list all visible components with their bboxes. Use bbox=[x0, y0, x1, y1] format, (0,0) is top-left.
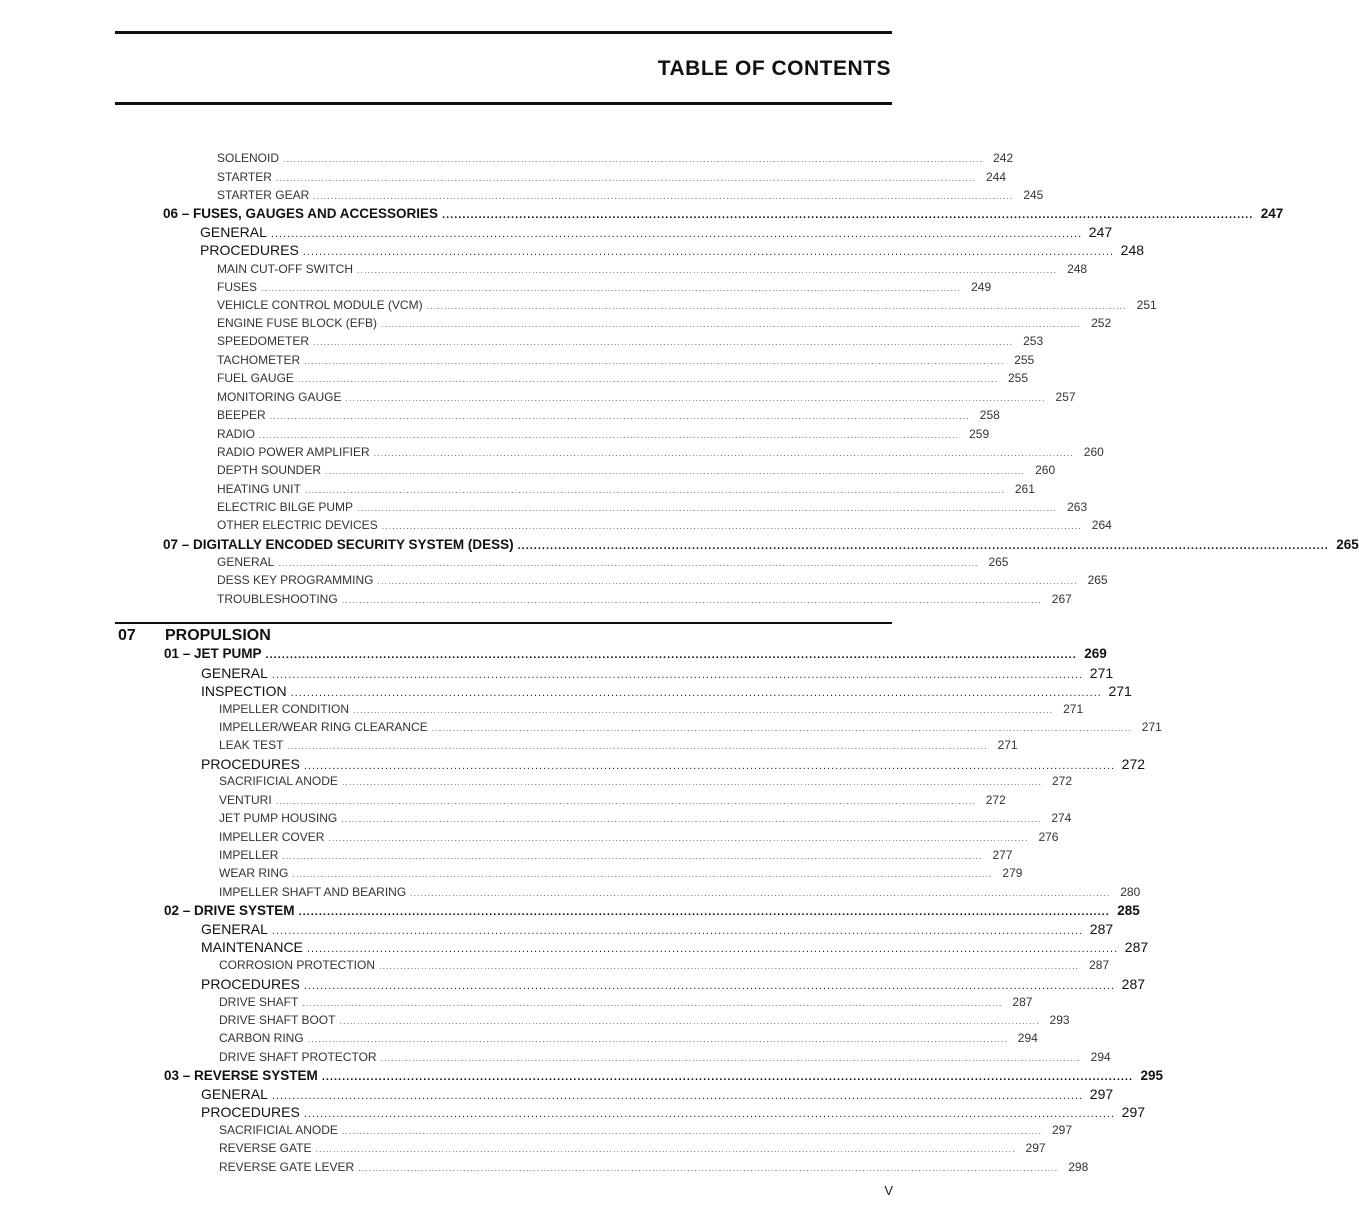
page-number: V bbox=[884, 1183, 893, 1198]
leader-dots: ........................................................................................................................................................................................................ bbox=[357, 503, 1058, 513]
toc-label: DEPTH SOUNDER bbox=[217, 463, 322, 477]
toc-label: PROCEDURES bbox=[201, 1104, 300, 1120]
toc-entry[interactable] bbox=[219, 793, 1006, 807]
toc-page-number: 287 bbox=[1012, 995, 1033, 1009]
toc-page-number: 287 bbox=[1124, 939, 1149, 955]
toc-page-number: 272 bbox=[985, 793, 1006, 807]
toc-subsection[interactable] bbox=[200, 224, 1113, 240]
toc-subsection[interactable] bbox=[201, 976, 1146, 992]
toc-label: PROPULSION bbox=[165, 627, 271, 644]
toc-page-number: 263 bbox=[1067, 500, 1088, 514]
toc-subsection[interactable] bbox=[201, 921, 1114, 937]
toc-label: DRIVE SHAFT PROTECTOR bbox=[219, 1050, 377, 1064]
leader-dots: ........................................................................................................................................................................................................ bbox=[303, 1108, 1116, 1120]
leader-dots: ........................................................................................................................................................................................................ bbox=[353, 705, 1054, 715]
toc-label: GENERAL bbox=[201, 665, 268, 681]
toc-label: ENGINE FUSE BLOCK (EFB) bbox=[217, 316, 378, 330]
toc-label: SPEEDOMETER bbox=[217, 334, 310, 348]
toc-page-number: 253 bbox=[1023, 334, 1044, 348]
leader-dots: ........................................................................................................................................................................................................ bbox=[259, 430, 960, 440]
toc-label: VEHICLE CONTROL MODULE (VCM) bbox=[217, 298, 423, 312]
toc-entry[interactable] bbox=[217, 151, 1014, 165]
toc-label: GENERAL bbox=[201, 921, 268, 937]
leader-dots: ........................................................................................................................................................................................................ bbox=[431, 723, 1132, 733]
toc-page-number: 297 bbox=[1052, 1123, 1073, 1137]
toc-page-number: 294 bbox=[1090, 1050, 1111, 1064]
leader-dots: ........................................................................................................................................................................................................ bbox=[275, 173, 977, 183]
toc-entry[interactable] bbox=[217, 390, 1076, 404]
toc-page-number: 247 bbox=[1260, 206, 1284, 221]
toc-page-number: 279 bbox=[1002, 866, 1023, 880]
toc-label: FUSES bbox=[217, 280, 258, 294]
toc-label: IMPELLER SHAFT AND BEARING bbox=[219, 885, 407, 899]
toc-section[interactable] bbox=[163, 537, 1359, 552]
leader-dots: ........................................................................................................................................................................................................ bbox=[313, 191, 1014, 201]
toc-label: 06 – FUSES, GAUGES AND ACCESSORIES bbox=[163, 206, 439, 221]
toc-entry[interactable] bbox=[219, 811, 1072, 825]
leader-dots: ........................................................................................................................................................................................................ bbox=[304, 485, 1005, 495]
toc-page-number: 259 bbox=[969, 427, 990, 441]
toc-entry[interactable] bbox=[217, 170, 1007, 184]
leader-dots: ........................................................................................................................................................................................................ bbox=[270, 228, 1083, 240]
leader-dots: ........................................................................................................................................................................................................ bbox=[275, 796, 976, 806]
toc-page-number: 271 bbox=[997, 738, 1018, 752]
leader-dots: ........................................................................................................................................................................................................ bbox=[313, 337, 1014, 347]
toc-page-number: 255 bbox=[1014, 353, 1035, 367]
leader-dots: ........................................................................................................................................................................................................ bbox=[298, 906, 1110, 918]
toc-page-number: 293 bbox=[1049, 1013, 1070, 1027]
leader-dots: ........................................................................................................................................................................................................ bbox=[341, 1126, 1043, 1136]
toc-label: VENTURI bbox=[219, 793, 272, 807]
leader-dots: ........................................................................................................................................................................................................ bbox=[517, 540, 1329, 552]
toc-page-number: 271 bbox=[1141, 720, 1162, 734]
toc-label: DRIVE SHAFT BOOT bbox=[219, 1013, 336, 1027]
leader-dots: ........................................................................................................................................................................................................ bbox=[303, 760, 1116, 772]
toc-label: MONITORING GAUGE bbox=[217, 390, 342, 404]
leader-dots: ........................................................................................................................................................................................................ bbox=[306, 943, 1119, 955]
toc-entry[interactable] bbox=[219, 1123, 1073, 1137]
toc-page-number: 287 bbox=[1089, 921, 1114, 937]
toc-entry[interactable] bbox=[217, 188, 1044, 202]
toc-entry[interactable] bbox=[219, 1050, 1111, 1064]
toc-page-number: 258 bbox=[979, 408, 1000, 422]
leader-dots: ........................................................................................................................................................................................................ bbox=[269, 411, 970, 421]
toc-page-number: 247 bbox=[1088, 224, 1113, 240]
leader-dots: ........................................................................................................................................................................................................ bbox=[321, 1071, 1134, 1083]
toc-entry[interactable] bbox=[219, 738, 1018, 752]
toc-label: IMPELLER CONDITION bbox=[219, 702, 350, 716]
toc-label: JET PUMP HOUSING bbox=[219, 811, 338, 825]
leader-dots: ........................................................................................................................................................................................................ bbox=[271, 669, 1084, 681]
toc-page-number: 287 bbox=[1121, 976, 1146, 992]
toc-page-number: 255 bbox=[1007, 371, 1029, 385]
leader-dots: ........................................................................................................................................................................................................ bbox=[339, 1016, 1040, 1026]
leader-dots: ........................................................................................................................................................................................................ bbox=[381, 319, 1082, 329]
toc-entry[interactable] bbox=[219, 1031, 1038, 1045]
toc-label: 02 – DRIVE SYSTEM bbox=[164, 903, 295, 918]
toc-label: HEATING UNIT bbox=[217, 482, 301, 496]
toc-label: SACRIFICIAL ANODE bbox=[219, 774, 338, 788]
toc-label: DRIVE SHAFT bbox=[219, 995, 299, 1009]
toc-label: IMPELLER bbox=[219, 848, 279, 862]
leader-dots: ........................................................................................................................................................................................................ bbox=[381, 521, 1082, 531]
toc-label: MAIN CUT-OFF SWITCH bbox=[217, 262, 353, 276]
toc-label: SACRIFICIAL ANODE bbox=[219, 1123, 338, 1137]
toc-label: INSPECTION bbox=[201, 683, 287, 699]
toc-entry[interactable] bbox=[217, 555, 1009, 569]
toc-label: WEAR RING bbox=[219, 866, 289, 880]
toc-entry[interactable] bbox=[219, 702, 1084, 716]
toc-page-number: 264 bbox=[1091, 518, 1112, 532]
toc-label: REVERSE GATE LEVER bbox=[219, 1160, 355, 1174]
toc-entry[interactable] bbox=[217, 573, 1108, 587]
toc-page-number: 265 bbox=[1087, 573, 1108, 587]
toc-page-number: 251 bbox=[1136, 298, 1157, 312]
toc-page-number: 297 bbox=[1025, 1141, 1046, 1155]
leader-dots: ........................................................................................................................................................................................................ bbox=[278, 558, 979, 568]
toc-entry[interactable] bbox=[217, 427, 990, 441]
toc-subsection[interactable] bbox=[201, 683, 1132, 699]
toc-page-number: 297 bbox=[1089, 1086, 1114, 1102]
leader-dots: ........................................................................................................................................................................................................ bbox=[358, 1163, 1059, 1173]
toc-entry[interactable] bbox=[217, 500, 1088, 514]
toc-label: ELECTRIC BILGE PUMP bbox=[217, 500, 354, 514]
toc-page-number: 271 bbox=[1108, 683, 1132, 699]
leader-dots: ........................................................................................................................................................................................................ bbox=[379, 961, 1080, 971]
leader-dots: ........................................................................................................................................................................................................ bbox=[283, 154, 984, 164]
leader-dots: ........................................................................................................................................................................................................ bbox=[380, 1053, 1081, 1063]
toc-section[interactable] bbox=[163, 206, 1284, 221]
toc-label: 01 – JET PUMP bbox=[164, 646, 262, 661]
leader-dots: ........................................................................................................................................................................................................ bbox=[287, 741, 988, 751]
toc-label: SOLENOID bbox=[217, 151, 280, 165]
toc-label: IMPELLER/WEAR RING CLEARANCE bbox=[219, 720, 428, 734]
toc-page-number: 269 bbox=[1084, 646, 1107, 661]
toc-label: 03 – REVERSE SYSTEM bbox=[164, 1068, 318, 1083]
leader-dots: ........................................................................................................................................................................................................ bbox=[328, 833, 1029, 843]
toc-page-number: 272 bbox=[1052, 774, 1073, 788]
leader-dots: ........................................................................................................................................................................................................ bbox=[297, 374, 999, 384]
leader-dots: ........................................................................................................................................................................................................ bbox=[356, 265, 1058, 275]
toc-label: BEEPER bbox=[217, 408, 266, 422]
toc-entry[interactable] bbox=[217, 445, 1104, 459]
toc-subsection[interactable] bbox=[201, 1086, 1114, 1102]
toc-entry[interactable] bbox=[219, 995, 1033, 1009]
toc-page-number: 260 bbox=[1083, 445, 1104, 459]
toc-subsection[interactable] bbox=[201, 756, 1146, 772]
toc-page-number: 248 bbox=[1067, 262, 1088, 276]
toc-page-number: 276 bbox=[1038, 830, 1059, 844]
toc-label: TACHOMETER bbox=[217, 353, 301, 367]
toc-entry[interactable] bbox=[217, 463, 1056, 477]
toc-page-number: 274 bbox=[1051, 811, 1072, 825]
toc-page-number: 285 bbox=[1117, 903, 1140, 918]
toc-entry[interactable] bbox=[217, 298, 1157, 312]
leader-dots: ........................................................................................................................................................................................................ bbox=[341, 814, 1042, 824]
leader-dots: ........................................................................................................................................................................................................ bbox=[442, 209, 1254, 221]
toc-page-number: 242 bbox=[993, 151, 1014, 165]
toc-label: TROUBLESHOOTING bbox=[217, 592, 338, 606]
toc-entry[interactable] bbox=[219, 885, 1141, 899]
leader-dots: ........................................................................................................................................................................................................ bbox=[325, 466, 1026, 476]
toc-page-number: 271 bbox=[1089, 665, 1114, 681]
toc-label: GENERAL bbox=[217, 555, 275, 569]
toc-subsection[interactable] bbox=[200, 242, 1145, 258]
toc-page-number: 297 bbox=[1121, 1104, 1146, 1120]
leader-dots: ........................................................................................................................................................................................................ bbox=[261, 283, 962, 293]
toc-label: RADIO bbox=[217, 427, 256, 441]
toc-label: 07 – DIGITALLY ENCODED SECURITY SYSTEM (DESS) bbox=[163, 537, 514, 552]
toc-entry[interactable] bbox=[219, 774, 1073, 788]
toc-entry[interactable] bbox=[217, 371, 1029, 385]
leader-dots: ........................................................................................................................................................................................................ bbox=[290, 687, 1102, 699]
toc-label: FUEL GAUGE bbox=[217, 371, 294, 385]
leader-dots: ........................................................................................................................................................................................................ bbox=[304, 356, 1005, 366]
toc-page-number: 249 bbox=[971, 280, 992, 294]
leader-dots: ........................................................................................................................................................................................................ bbox=[315, 1144, 1016, 1154]
toc-entry[interactable] bbox=[219, 1141, 1046, 1155]
toc-entry[interactable] bbox=[219, 830, 1059, 844]
chapter-number: 07 bbox=[118, 627, 136, 644]
toc-section[interactable] bbox=[164, 646, 1107, 661]
toc-page-number: 277 bbox=[992, 848, 1013, 862]
toc-entry[interactable] bbox=[219, 866, 1023, 880]
toc-entry[interactable] bbox=[217, 518, 1112, 532]
toc-label: REVERSE GATE bbox=[219, 1141, 312, 1155]
toc-page-number: 295 bbox=[1140, 1068, 1164, 1083]
leader-dots: ........................................................................................................................................................................................................ bbox=[271, 1090, 1084, 1102]
leader-dots: ........................................................................................................................................................................................................ bbox=[426, 301, 1127, 311]
toc-entry[interactable] bbox=[217, 353, 1035, 367]
toc-page-number: 294 bbox=[1017, 1031, 1038, 1045]
toc-page-number: 252 bbox=[1091, 316, 1112, 330]
toc-entry[interactable] bbox=[219, 720, 1162, 734]
toc-subsection[interactable] bbox=[201, 665, 1114, 681]
toc-label: RADIO POWER AMPLIFIER bbox=[217, 445, 370, 459]
toc-entry[interactable] bbox=[219, 958, 1110, 972]
leader-dots: ........................................................................................................................................................................................................ bbox=[341, 595, 1042, 605]
leader-dots: ........................................................................................................................................................................................................ bbox=[302, 246, 1115, 258]
toc-entry[interactable] bbox=[217, 408, 1000, 422]
toc-page-number: 298 bbox=[1068, 1160, 1089, 1174]
toc-label: CARBON RING bbox=[219, 1031, 304, 1045]
toc-entry[interactable] bbox=[217, 334, 1044, 348]
toc-label: CORROSION PROTECTION bbox=[219, 958, 376, 972]
toc-page-number: 260 bbox=[1035, 463, 1056, 477]
toc-page-number: 280 bbox=[1120, 885, 1141, 899]
leader-dots: ........................................................................................................................................................................................................ bbox=[302, 998, 1003, 1008]
toc-page-number: 272 bbox=[1121, 756, 1146, 772]
leader-dots: ........................................................................................................................................................................................................ bbox=[265, 649, 1077, 661]
toc-entry[interactable] bbox=[219, 1160, 1089, 1174]
toc-label: MAINTENANCE bbox=[201, 939, 303, 955]
toc-section[interactable] bbox=[164, 1068, 1164, 1083]
toc-page-number: 265 bbox=[1336, 537, 1359, 552]
toc-label: PROCEDURES bbox=[201, 976, 300, 992]
toc-subsection[interactable] bbox=[201, 939, 1149, 955]
toc-label: PROCEDURES bbox=[200, 242, 299, 258]
leader-dots: ........................................................................................................................................................................................................ bbox=[373, 448, 1074, 458]
toc-page-number: 245 bbox=[1023, 188, 1044, 202]
toc-entry[interactable] bbox=[219, 1013, 1070, 1027]
leader-dots: ........................................................................................................................................................................................................ bbox=[307, 1034, 1008, 1044]
toc-label: OTHER ELECTRIC DEVICES bbox=[217, 518, 378, 532]
toc-label: PROCEDURES bbox=[201, 756, 300, 772]
toc-entry[interactable] bbox=[217, 316, 1112, 330]
toc-page-number: 265 bbox=[988, 555, 1009, 569]
toc-label: GENERAL bbox=[200, 224, 267, 240]
leader-dots: ........................................................................................................................................................................................................ bbox=[282, 851, 983, 861]
toc-label: STARTER bbox=[217, 170, 272, 184]
leader-dots: ........................................................................................................................................................................................................ bbox=[377, 576, 1078, 586]
toc-label: IMPELLER COVER bbox=[219, 830, 325, 844]
chapter-title[interactable] bbox=[165, 627, 271, 645]
toc-page-number: 271 bbox=[1063, 702, 1084, 716]
leader-dots: ........................................................................................................................................................................................................ bbox=[345, 393, 1046, 403]
leader-dots: ........................................................................................................................................................................................................ bbox=[292, 869, 993, 879]
toc-entry[interactable] bbox=[219, 848, 1013, 862]
toc-entry[interactable] bbox=[217, 592, 1072, 606]
toc-label: STARTER GEAR bbox=[217, 188, 310, 202]
toc-page-number: 267 bbox=[1051, 592, 1072, 606]
leader-dots: ........................................................................................................................................................................................................ bbox=[410, 888, 1111, 898]
toc-subsection[interactable] bbox=[201, 1104, 1146, 1120]
leader-dots: ........................................................................................................................................................................................................ bbox=[341, 777, 1043, 787]
page-title: TABLE OF CONTENTS bbox=[657, 57, 891, 80]
toc-page-number: 248 bbox=[1120, 242, 1145, 258]
leader-dots: ........................................................................................................................................................................................................ bbox=[303, 980, 1116, 992]
toc-label: DESS KEY PROGRAMMING bbox=[217, 573, 374, 587]
toc-page-number: 261 bbox=[1014, 482, 1035, 496]
toc-label: GENERAL bbox=[201, 1086, 268, 1102]
toc-page-number: 244 bbox=[985, 170, 1007, 184]
toc-page-number: 287 bbox=[1089, 958, 1110, 972]
toc-section[interactable] bbox=[164, 903, 1140, 918]
toc-entry[interactable] bbox=[217, 280, 992, 294]
toc-page-number: 257 bbox=[1055, 390, 1076, 404]
toc-entry[interactable] bbox=[217, 262, 1088, 276]
toc-entry[interactable] bbox=[217, 482, 1035, 496]
leader-dots: ........................................................................................................................................................................................................ bbox=[271, 925, 1084, 937]
toc-label: LEAK TEST bbox=[219, 738, 284, 752]
